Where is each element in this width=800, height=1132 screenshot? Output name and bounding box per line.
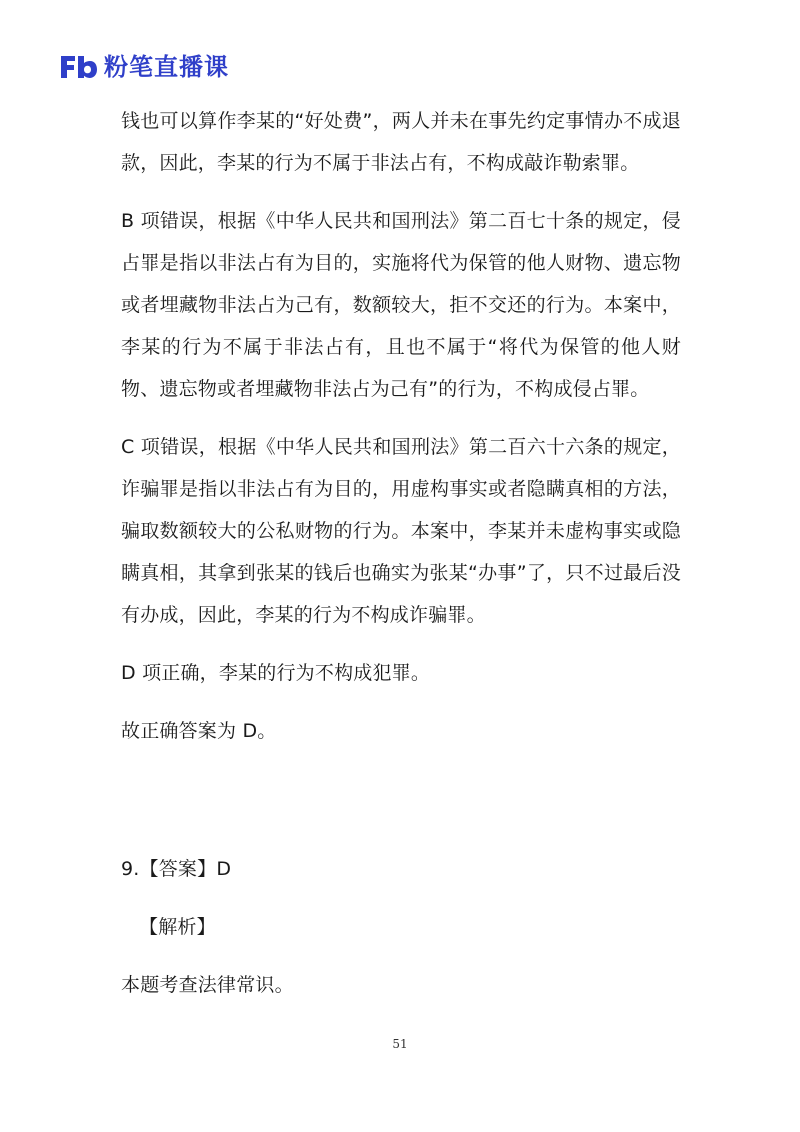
section-spacer [121, 768, 681, 848]
paragraph-option-b: B 项错误，根据《中华人民共和国刑法》第二百七十条的规定，侵占罪是指以非法占有为目的，实施将代为保管的他人财物、遗忘物或者埋藏物非法占为己有，数额较大，拒不交还的行为。本案中，李某的行为不属于非法占有，且也不属于“将代为保管的他人财物、遗忘物或者埋藏物非法占为己有”的行为，不构成侵占罪。 [121, 210, 681, 400]
paragraph-continuation: 钱也可以算作李某的“好处费”，两人并未在事先约定事情办不成退款，因此，李某的行为不属于非法占有，不构成敲诈勒索罪。 [121, 110, 681, 174]
paragraph-option-c: C 项错误，根据《中华人民共和国刑法》第二百六十六条的规定，诈骗罪是指以非法占有为目的，用虚构事实或者隐瞒真相的方法，骗取数额较大的公私财物的行为。本案中，李某并未虚构事实或隐瞒真相，其拿到张某的钱后也确实为张某“办事”了，只不过最后没有办成，因此，李某的行为不构成诈骗罪。 [121, 436, 681, 626]
page-number: 51 [392, 1037, 408, 1051]
paragraph-option-d: D 项正确，李某的行为不构成犯罪。 [121, 662, 431, 684]
logo-text: 粉笔直播课 [104, 53, 229, 81]
question-9-intro: 本题考查法律常识。 [121, 974, 294, 996]
paragraph-conclusion: 故正确答案为 D。 [121, 720, 277, 742]
question-9-answer: 9.【答案】D [121, 858, 232, 880]
page-header [58, 52, 229, 82]
fenbi-logo-icon [58, 52, 98, 82]
question-9-analysis-label: 【解析】 [139, 916, 216, 938]
document-body [121, 100, 681, 1022]
